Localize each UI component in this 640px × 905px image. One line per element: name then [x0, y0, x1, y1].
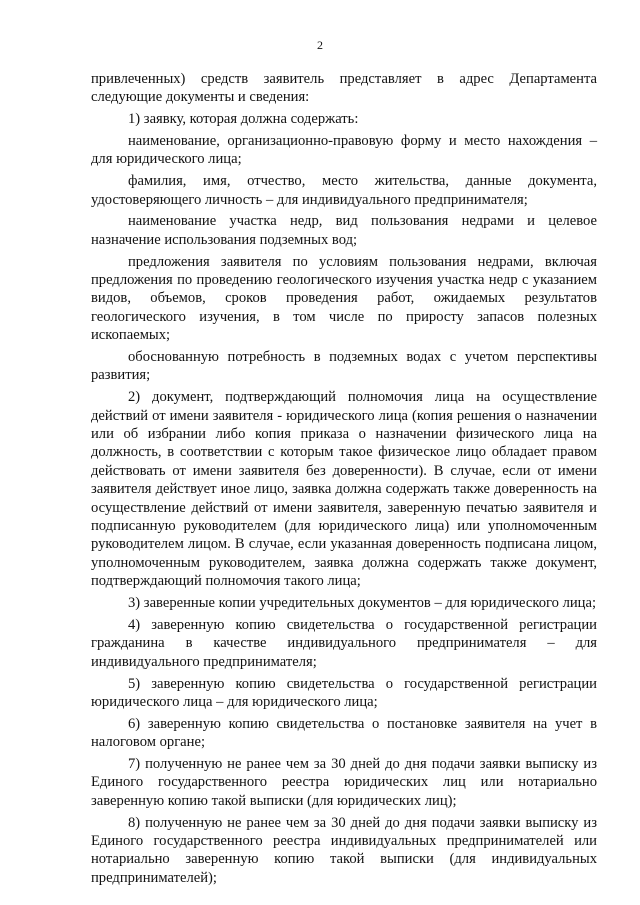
- paragraph-item-3: 3) заверенные копии учредительных документов – для юридического лица;: [128, 595, 597, 612]
- paragraph-item-4: 4) заверенную копию свидетельства о государственной регистрации гражданина в качестве индивидуального предпринимателя – для индивидуального предпринимателя;: [91, 616, 597, 670]
- paragraph-item-1-need: обоснованную потребность в подземных водах с учетом перспективы развития;: [91, 349, 597, 384]
- paragraph-item-1-fio: фамилия, имя, отчество, место жительства, данные документа, удостоверяющего личность – для индивидуального предпринимателя;: [91, 173, 597, 208]
- paragraph-item-7: 7) полученную не ранее чем за 30 дней до дня подачи заявки выписку из Единого государственного реестра юридических лиц или нотариально заверенную копию такой выписки (для юридических лиц);: [91, 755, 597, 809]
- paragraph-item-5: 5) заверенную копию свидетельства о государственной регистрации юридического лица – для юридического лица;: [91, 675, 597, 710]
- paragraph-item-1: 1) заявку, которая должна содержать:: [128, 111, 359, 128]
- paragraph-item-1-plot: наименование участка недр, вид пользования недрами и целевое назначение использования подземных вод;: [91, 213, 597, 248]
- paragraph-item-1-proposals: предложения заявителя по условиям пользования недрами, включая предложения по проведению геологического изучения участка недр с указанием видов, объемов, сроков проведения работ, ожидаемых результатов геологического изучения, в том числе по приросту запасов полезных ископаемых;: [91, 253, 597, 344]
- paragraph-intro: привлеченных) средств заявитель представляет в адрес Департамента следующие документы и сведения:: [91, 71, 597, 106]
- document-body: [91, 70, 597, 891]
- paragraph-item-8: 8) полученную не ранее чем за 30 дней до дня подачи заявки выписку из Единого государственного реестра индивидуальных предпринимателей или нотариально заверенную копию такой выписки (для индивидуальных предпринимателей);: [91, 814, 597, 886]
- paragraph-item-1-name: наименование, организационно-правовую форму и место нахождения – для юридического лица;: [91, 133, 597, 168]
- paragraph-item-2: 2) документ, подтверждающий полномочия лица на осуществление действий от имени заявителя - юридического лица (копия решения о назначении или об избрании либо копия приказа о назначении физического лица на должность, в соответствии с которым такое физическое лицо обладает правом действовать от имени заявителя без доверенности). В случае, если от имени заявителя действует иное лицо, заявка должна содержать также доверенность на осуществление действий от имени заявителя, заверенную печатью заявителя и подписанную руководителем (для юридического лица) или уполномоченным руководителем лицом. В случае, если указанная доверенность подписана лицом, уполномоченным руководителем, заявка должна содержать также документ, подтверждающий полномочия такого лица;: [91, 389, 597, 590]
- paragraph-item-6: 6) заверенную копию свидетельства о постановке заявителя на учет в налоговом органе;: [91, 715, 597, 751]
- page-number: 2: [317, 38, 323, 52]
